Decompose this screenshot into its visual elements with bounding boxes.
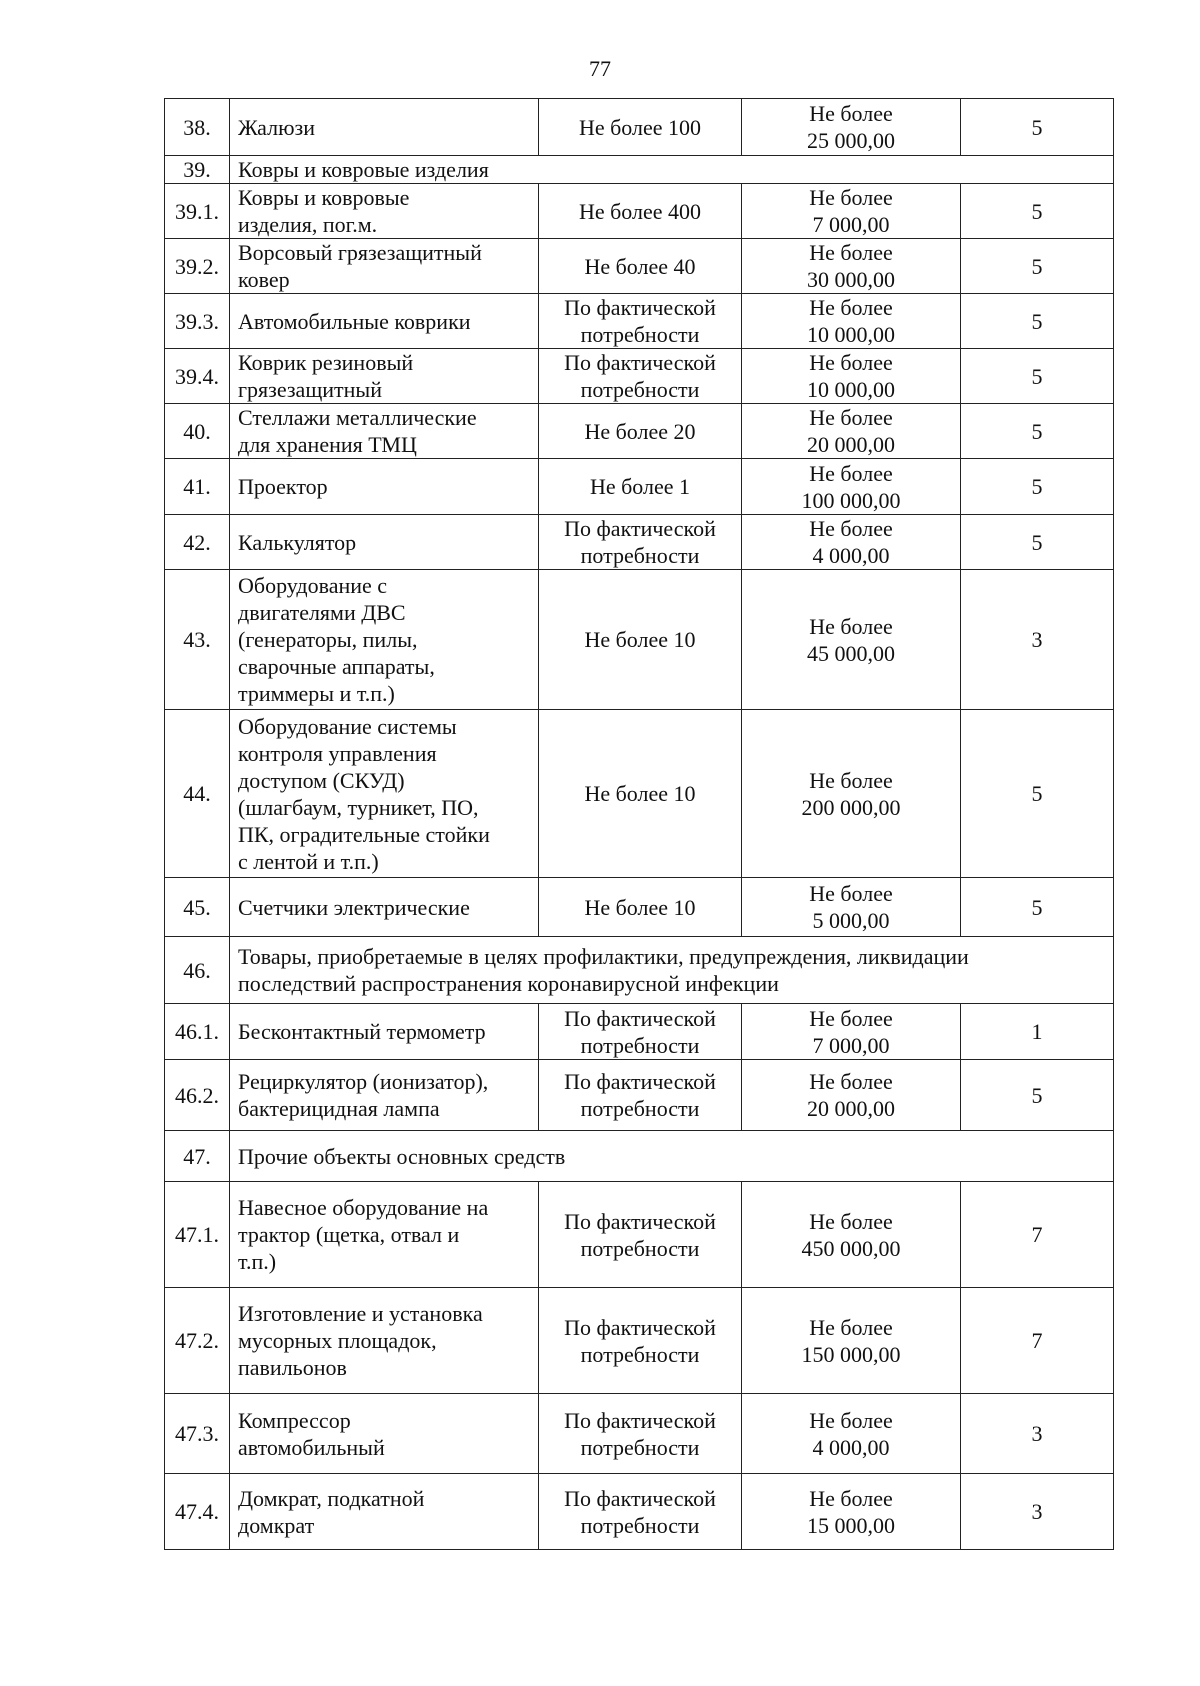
item-name: Жалюзи [230,99,539,156]
table-row [165,570,1114,710]
row-number: 46. [165,937,230,1004]
item-quantity: По фактической потребности [539,1394,742,1474]
item-name: Оборудование системы контроля управления доступом (СКУД) (шлагбаум, турникет, ПО, ПК, оградительные стойки с лентой и т.п.) [230,710,539,878]
row-number: 39.2. [165,239,230,294]
item-years: 5 [961,1060,1114,1131]
group-title: Ковры и ковровые изделия [230,156,1114,184]
item-name: Проектор [230,459,539,515]
item-years: 7 [961,1182,1114,1288]
item-name: Изготовление и установка мусорных площадок, павильонов [230,1288,539,1394]
row-number: 39.3. [165,294,230,349]
table-row [165,1004,1114,1060]
item-price: Не более 4 000,00 [742,515,961,570]
item-years: 3 [961,1474,1114,1550]
row-number: 39.1. [165,184,230,239]
row-number: 40. [165,404,230,459]
item-price: Не более 20 000,00 [742,404,961,459]
item-quantity: Не более 10 [539,570,742,710]
norms-table [164,98,1114,1550]
item-years: 5 [961,515,1114,570]
page-number: 77 [589,56,611,81]
group-row [165,156,1114,184]
row-number: 39.4. [165,349,230,404]
item-quantity: Не более 10 [539,878,742,937]
item-years: 1 [961,1004,1114,1060]
row-number: 47.3. [165,1394,230,1474]
item-years: 5 [961,878,1114,937]
item-name: Калькулятор [230,515,539,570]
item-name: Домкрат, подкатной домкрат [230,1474,539,1550]
table-row [165,1394,1114,1474]
item-price: Не более 30 000,00 [742,239,961,294]
item-quantity: По фактической потребности [539,1004,742,1060]
item-years: 5 [961,710,1114,878]
item-name: Навесное оборудование на трактор (щетка, отвал и т.п.) [230,1182,539,1288]
item-quantity: Не более 40 [539,239,742,294]
table-body [165,99,1114,1550]
table-row [165,349,1114,404]
item-quantity: По фактической потребности [539,1182,742,1288]
item-quantity: Не более 1 [539,459,742,515]
row-number: 47. [165,1131,230,1182]
item-years: 7 [961,1288,1114,1394]
item-quantity: По фактической потребности [539,349,742,404]
row-number: 46.2. [165,1060,230,1131]
row-number: 47.1. [165,1182,230,1288]
table-row [165,239,1114,294]
row-number: 38. [165,99,230,156]
item-price: Не более 20 000,00 [742,1060,961,1131]
item-name: Счетчики электрические [230,878,539,937]
item-price: Не более 100 000,00 [742,459,961,515]
table-row [165,184,1114,239]
table-row [165,404,1114,459]
item-years: 5 [961,459,1114,515]
item-quantity: По фактической потребности [539,1288,742,1394]
item-quantity: Не более 20 [539,404,742,459]
row-number: 47.4. [165,1474,230,1550]
item-years: 3 [961,1394,1114,1474]
group-row [165,1131,1114,1182]
row-number: 39. [165,156,230,184]
item-price: Не более 200 000,00 [742,710,961,878]
row-number: 44. [165,710,230,878]
table-row [165,99,1114,156]
group-title: Товары, приобретаемые в целях профилактики, предупреждения, ликвидации последствий распространения коронавирусной инфекции [230,937,1114,1004]
item-price: Не более 5 000,00 [742,878,961,937]
row-number: 47.2. [165,1288,230,1394]
item-name: Ворсовый грязезащитный ковер [230,239,539,294]
item-name: Коврик резиновый грязезащитный [230,349,539,404]
item-price: Не более 45 000,00 [742,570,961,710]
item-price: Не более 4 000,00 [742,1394,961,1474]
item-name: Оборудование с двигателями ДВС (генераторы, пилы, сварочные аппараты, триммеры и т.п.) [230,570,539,710]
item-quantity: По фактической потребности [539,294,742,349]
item-name: Бесконтактный термометр [230,1004,539,1060]
table-row [165,1060,1114,1131]
item-price: Не более 150 000,00 [742,1288,961,1394]
item-quantity: Не более 100 [539,99,742,156]
item-name: Стеллажи металлические для хранения ТМЦ [230,404,539,459]
item-years: 5 [961,239,1114,294]
item-name: Ковры и ковровые изделия, пог.м. [230,184,539,239]
row-number: 42. [165,515,230,570]
item-price: Не более 10 000,00 [742,294,961,349]
item-quantity: По фактической потребности [539,1474,742,1550]
item-price: Не более 25 000,00 [742,99,961,156]
table-row [165,1182,1114,1288]
item-price: Не более 15 000,00 [742,1474,961,1550]
item-quantity: Не более 10 [539,710,742,878]
item-name: Компрессор автомобильный [230,1394,539,1474]
item-years: 5 [961,349,1114,404]
row-number: 46.1. [165,1004,230,1060]
item-years: 5 [961,99,1114,156]
item-quantity: Не более 400 [539,184,742,239]
item-years: 5 [961,294,1114,349]
item-years: 5 [961,184,1114,239]
item-price: Не более 7 000,00 [742,184,961,239]
item-price: Не более 7 000,00 [742,1004,961,1060]
group-row [165,937,1114,1004]
table-row [165,710,1114,878]
item-price: Не более 450 000,00 [742,1182,961,1288]
table-row [165,1288,1114,1394]
item-price: Не более 10 000,00 [742,349,961,404]
item-name: Автомобильные коврики [230,294,539,349]
item-name: Рециркулятор (ионизатор), бактерицидная лампа [230,1060,539,1131]
item-years: 5 [961,404,1114,459]
table-row [165,1474,1114,1550]
item-years: 3 [961,570,1114,710]
table-row [165,515,1114,570]
row-number: 41. [165,459,230,515]
group-title: Прочие объекты основных средств [230,1131,1114,1182]
table-row [165,459,1114,515]
item-quantity: По фактической потребности [539,515,742,570]
row-number: 43. [165,570,230,710]
item-quantity: По фактической потребности [539,1060,742,1131]
table-row [165,878,1114,937]
row-number: 45. [165,878,230,937]
table-row [165,294,1114,349]
